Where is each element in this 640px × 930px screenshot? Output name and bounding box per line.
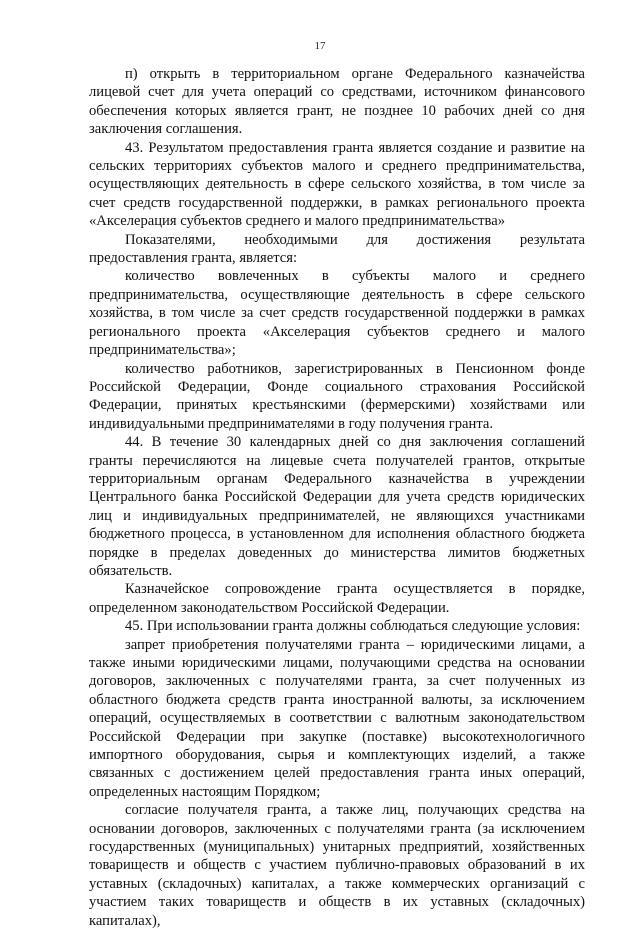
paragraph-45-conditions: 45. При использовании гранта должны соблюдаться следующие условия: — [125, 618, 581, 635]
paragraph-indicator-involved: количество вовлеченных в субъекты малого и среднего предпринимательства, осуществляющие деятельность в сфере сельского хозяйства, в том числе за счет средств государственной поддержки в рамках регионального проекта «Акселерация субъектов среднего и малого предпринимательства»; — [89, 268, 585, 359]
paragraph-currency-ban: запрет приобретения получателями гранта – юридическими лицами, а также иными юридическими лицами, получающими средства на основании договоров, заключенных с получателями гранта, за счет полученных из областного бюджета средств гранта иностранной валюты, за исключением операций, осуществляемых в соответствии с валютным законодательством Российской Федерации при закупке (поставке) высокотехнологичного импортного оборудования, сырья и комплектующих изделий, а также связанных с достижением целей предоставления гранта иных операций, определенных настоящим Порядком; — [89, 636, 585, 800]
paragraph-indicators-intro: Показателями, необходимыми для достижения результата предоставления гранта, является: — [89, 231, 585, 267]
paragraph-p-open-account: п) открыть в территориальном органе Федерального казначейства лицевой счет для учета операций со средствами, источником финансового обеспечения которых является грант, не позднее 10 рабочих дней со дня заключения соглашения. — [89, 66, 585, 138]
paragraph-indicator-employees: количество работников, зарегистрированных в Пенсионном фонде Российской Федерации, Фонде социального страхования Российской Федерации, принятых крестьянскими (фермерскими) хозяйствами или индивидуальными предпринимателями в году получения гранта. — [89, 360, 585, 432]
document-body — [89, 65, 585, 930]
paragraph-43-result: 43. Результатом предоставления гранта является создание и развитие на сельских территориях субъектов малого и среднего предпринимательства, осуществляющих деятельность в сфере сельского хозяйства, в том числе за счет средств государственной поддержки, в рамках регионального проекта «Акселерация субъектов среднего и малого предпринимательства» — [89, 139, 585, 230]
page-number: 17 — [314, 40, 326, 52]
paragraph-44-transfer: 44. В течение 30 календарных дней со дня заключения соглашений гранты перечисляются на лицевые счета получателей грантов, открытые территориальным органам Федерального казначейства в учреждении Центрального банка Российской Федерации для учета средств юридических лиц и индивидуальных предпринимателей, не являющихся участниками бюджетного процесса, в установленном для исполнения областного бюджета порядке в пределах доведенных до министерства лимитов бюджетных обязательств. — [89, 434, 585, 579]
paragraph-consent: согласие получателя гранта, а также лиц, получающих средства на основании договоров, заключенных с получателями гранта (за исключением государственных (муниципальных) унитарных предприятий, хозяйственных товариществ и обществ с участием публично-правовых образований в их уставных (складочных) капиталах, а также коммерческих организаций с участием таких товариществ и обществ в их уставных (складочных) капиталах), — [89, 802, 585, 929]
paragraph-treasury-support: Казначейское сопровождение гранта осуществляется в порядке, определенном законодательством Российской Федерации. — [89, 581, 585, 616]
